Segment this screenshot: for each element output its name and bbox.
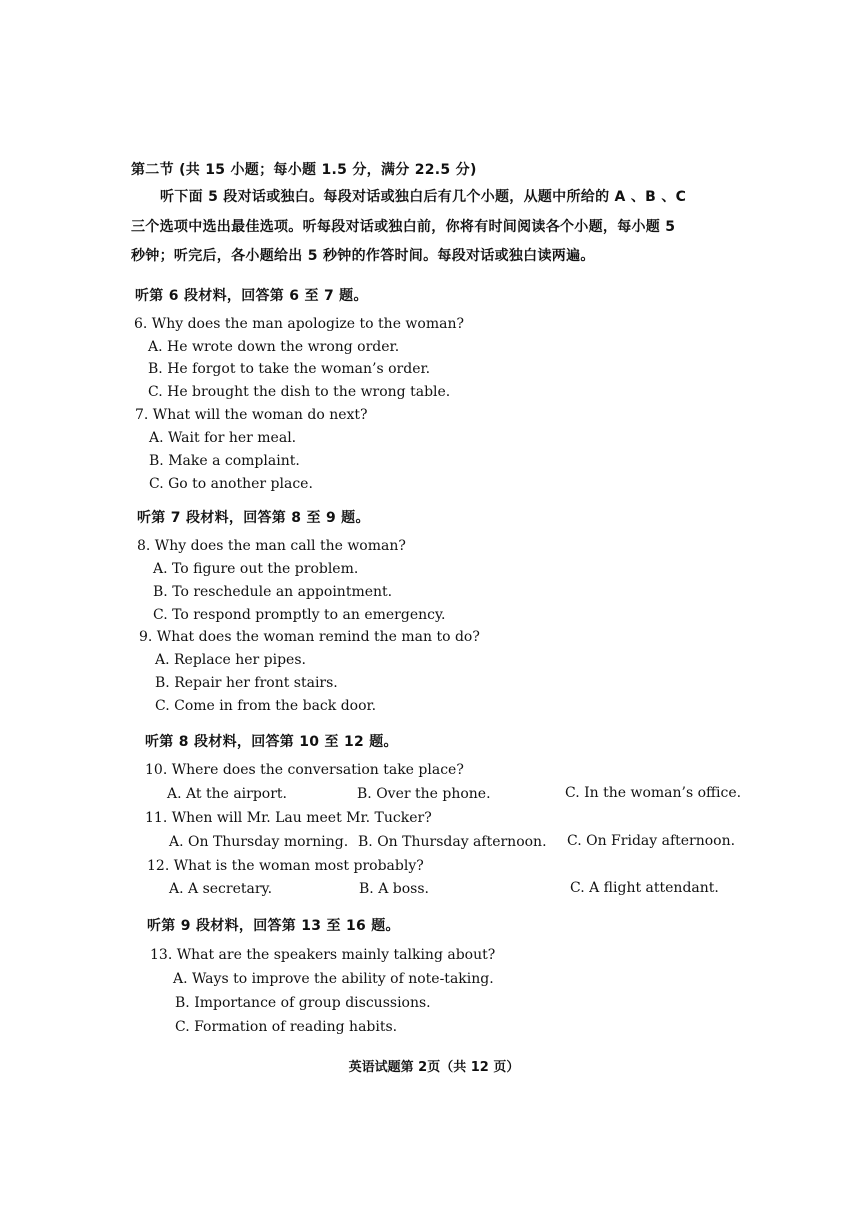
option-12a: A. A secretary.: [169, 881, 273, 897]
option-11b: B. On Thursday afternoon.: [358, 834, 547, 850]
group-heading-6: 听第 6 段材料，回答第 6 至 7 题。: [135, 288, 368, 304]
option-13c: C. Formation of reading habits.: [175, 1019, 398, 1035]
option-6b: B. He forgot to take the woman’s order.: [148, 361, 431, 377]
question-stem-11: 11. When will Mr. Lau meet Mr. Tucker?: [145, 810, 432, 826]
question-stem-9: 9. What does the woman remind the man to do?: [139, 629, 480, 645]
option-7b: B. Make a complaint.: [149, 453, 300, 469]
question-stem-6: 6. Why does the man apologize to the woman?: [134, 316, 464, 332]
instruction-line-3: 秒钟；听完后，各小题给出 5 秒钟的作答时间。每段对话或独白读两遍。: [131, 248, 595, 264]
group-heading-7: 听第 7 段材料，回答第 8 至 9 题。: [137, 510, 370, 526]
option-11c: C. On Friday afternoon.: [567, 833, 736, 849]
option-9b: B. Repair her front stairs.: [155, 675, 338, 691]
option-12b: B. A boss.: [359, 881, 429, 897]
instruction-line-2: 三个选项中选出最佳选项。听每段对话或独白前，你将有时间阅读各个小题，每小题 5: [131, 219, 676, 235]
question-stem-13: 13. What are the speakers mainly talking about?: [150, 947, 496, 963]
option-13a: A. Ways to improve the ability of note-taking.: [173, 971, 494, 987]
question-stem-8: 8. Why does the man call the woman?: [137, 538, 406, 554]
question-stem-7: 7. What will the woman do next?: [135, 407, 368, 423]
option-11a: A. On Thursday morning.: [169, 834, 349, 850]
option-6a: A. He wrote down the wrong order.: [148, 339, 400, 355]
option-7a: A. Wait for her meal.: [149, 430, 297, 446]
option-9a: A. Replace her pipes.: [155, 652, 306, 668]
option-10b: B. Over the phone.: [357, 786, 491, 802]
question-stem-12: 12. What is the woman most probably?: [147, 858, 424, 874]
option-12c: C. A flight attendant.: [570, 880, 719, 896]
option-8c: C. To respond promptly to an emergency.: [153, 607, 446, 623]
option-8a: A. To figure out the problem.: [153, 561, 359, 577]
group-heading-8: 听第 8 段材料，回答第 10 至 12 题。: [145, 734, 398, 750]
option-8b: B. To reschedule an appointment.: [153, 584, 393, 600]
question-stem-10: 10. Where does the conversation take place?: [145, 762, 464, 778]
option-10a: A. At the airport.: [167, 786, 288, 802]
page-footer: 英语试题第 2页（共 12 页）: [348, 1060, 520, 1075]
option-10c: C. In the woman’s office.: [565, 785, 742, 801]
option-7c: C. Go to another place.: [149, 476, 313, 492]
section-title: 第二节 (共 15 小题；每小题 1.5 分，满分 22.5 分): [131, 162, 477, 178]
instruction-line-1: 听下面 5 段对话或独白。每段对话或独白后有几个小题，从题中所给的 A 、B 、C: [160, 189, 687, 205]
group-heading-9: 听第 9 段材料，回答第 13 至 16 题。: [147, 918, 400, 934]
option-6c: C. He brought the dish to the wrong table.: [148, 384, 451, 400]
option-9c: C. Come in from the back door.: [155, 698, 377, 714]
option-13b: B. Importance of group discussions.: [175, 995, 431, 1011]
